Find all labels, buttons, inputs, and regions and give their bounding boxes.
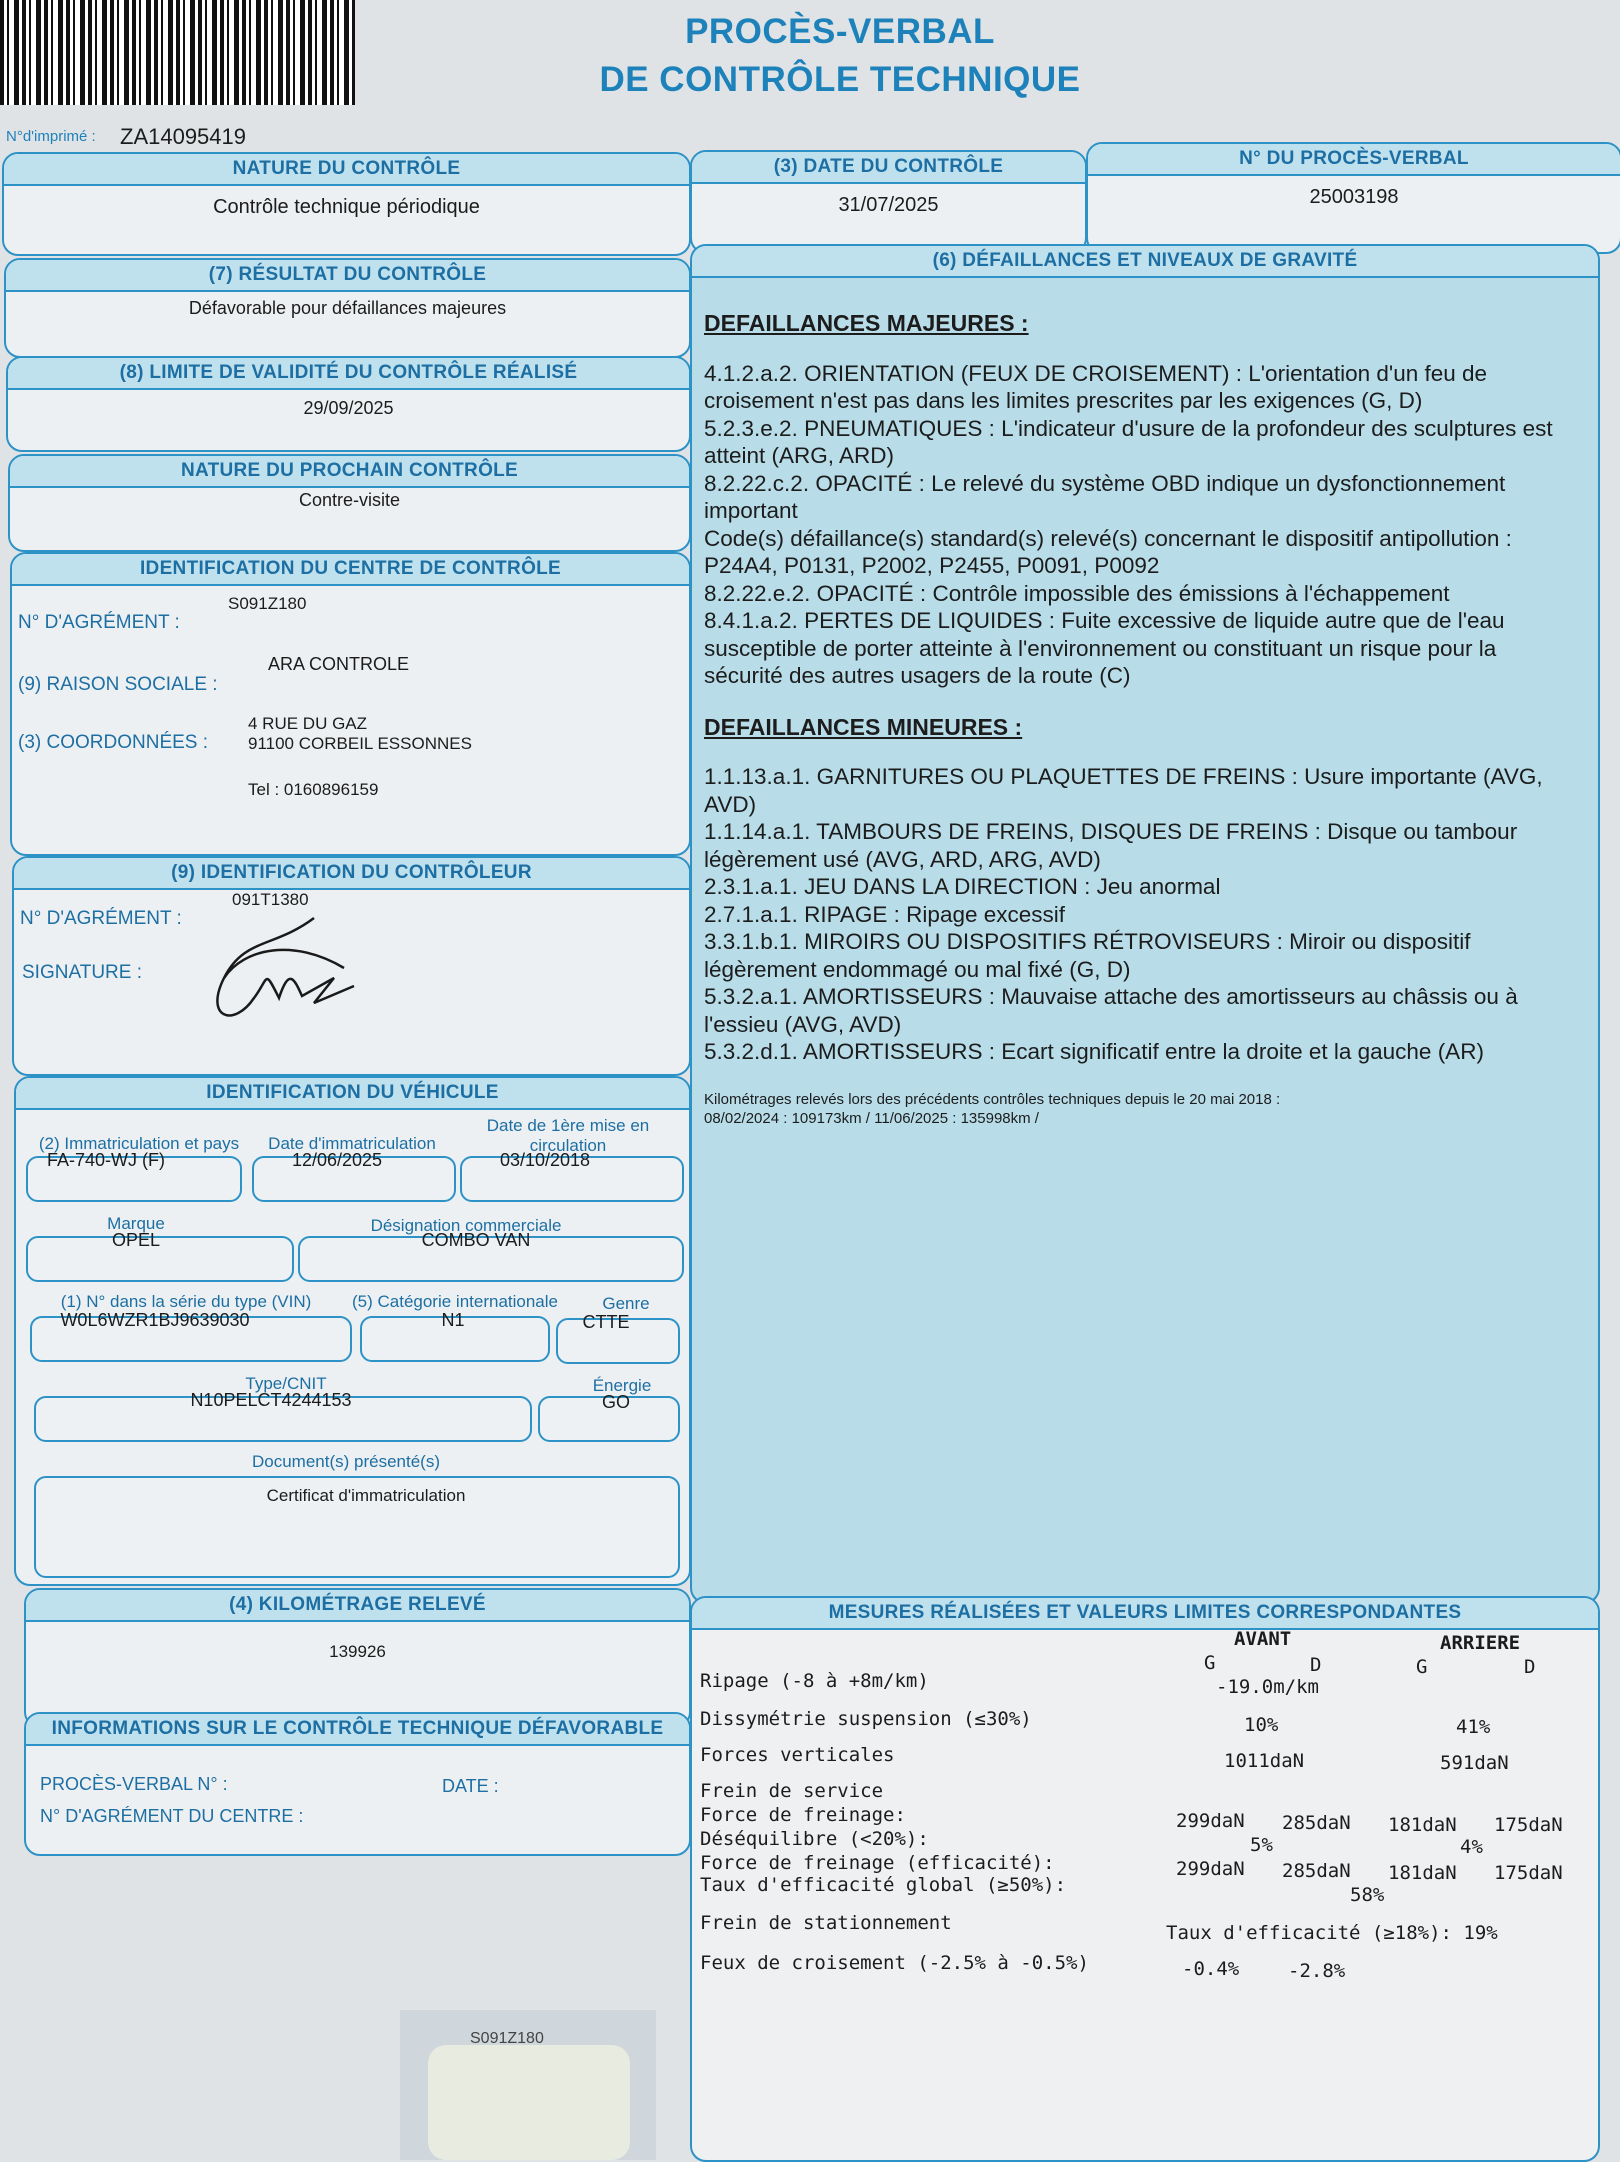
minor-item: 5.3.2.d.1. AMORTISSEURS : Ecart significatif entre la droite et la gauche (AR) [704,1039,1484,1064]
major-item: Code(s) défaillance(s) standard(s) relevé(s) concernant le dispositif antipollution : P24A4, P0131, P2002, P2455, P0091, P0092 [704,525,1512,578]
pv-box: N° DU PROCÈS-VERBAL 25003198 [1086,142,1620,254]
major-title: DEFAILLANCES MAJEURES : [704,310,1029,336]
date-box: (3) DATE DU CONTRÔLE 31/07/2025 [690,150,1087,254]
date-immat: 12/06/2025 [291,1150,383,1170]
validity-box: (8) LIMITE DE VALIDITÉ DU CONTRÔLE RÉALISÉ 29/09/2025 [6,356,691,452]
km-history-note: Kilométrages relevés lors des précédents contrôles techniques depuis le 20 mai 2018 : [704,1090,1281,1108]
km-box: (4) KILOMÉTRAGE RELEVÉ 139926 [24,1588,691,1728]
measures-box: MESURES RÉALISÉES ET VALEURS LIMITES CORRESPONDANTES [690,1596,1600,2162]
pv-number: 25003198 [1309,186,1399,208]
centre-address2: 91100 CORBEIL ESSONNES [248,734,472,753]
deseq-av: 5% [1250,1834,1273,1856]
stat-taux: Taux d'efficacité (≥18%): 19% [1166,1922,1498,1944]
nature-box [2,152,691,256]
minor-item: 5.3.2.a.1. AMORTISSEURS : Mauvaise attache des amortisseurs au châssis ou à l'essieu (AVG, AVD) [704,984,1518,1037]
taux-global: 58% [1350,1884,1385,1906]
type-cnit: N10PELCT4244153 [190,1390,352,1410]
stamp-text: S091Z180 [470,2030,544,2047]
print-number: ZA14095419 [120,124,246,149]
defects-text [704,310,1554,1128]
centre-address1: 4 RUE DU GAZ [248,714,368,733]
fv-ar: 591daN [1440,1752,1509,1774]
signature-icon [184,908,404,1038]
nature-value: Contrôle technique périodique [213,196,480,218]
next-control-value: Contre-visite [298,490,401,510]
major-item: 8.2.22.c.2. OPACITÉ : Le relevé du système OBD indique un dysfonctionnement important [704,470,1506,523]
km-history: 08/02/2024 : 109173km / 11/06/2025 : 135998km / [704,1109,1039,1127]
controleur-agrement: 091T1380 [232,890,309,909]
centre-tel: Tel : 0160896159 [248,780,379,799]
designation: COMBO VAN [421,1230,531,1250]
energie: GO [601,1392,630,1412]
immat: FA-740-WJ (F) [46,1150,165,1170]
print-number-label: N°d'imprimé : [6,128,96,145]
controleur-box: (9) IDENTIFICATION DU CONTRÔLEUR N° D'AGRÉMENT : 091T1380 SIGNATURE : [12,856,691,1076]
feux-g: -0.4% [1182,1958,1240,1980]
result-box: (7) RÉSULTAT DU CONTRÔLE Défavorable pour défaillances majeures [4,258,691,358]
vehicle-box: IDENTIFICATION DU VÉHICULE (2) Immatriculation et pays Date d'immatriculation Date de 1ère mise en circulation FA-740-WJ (F) 12/06/2025 03/10/2018 Marque Désignation commerciale OPEL COMBO VAN (1) N° dans la série du type (VIN) (5) Catégorie internationale Genre W0L6WZR1BJ9639030 N1 CTTE Type/CNIT Énergie N10PELCT4244153 GO Document(s) présenté(s) Certificat d'immatriculation [14,1076,691,1586]
stamp-sticker [428,2045,630,2160]
minor-item: 3.3.1.b.1. MIROIRS OU DISPOSITIFS RÉTROVISEURS : Miroir ou dispositif légèrement endommagé ou mal fixé (G, D) [704,929,1471,982]
km-value: 139926 [329,1642,386,1661]
first-circ: 03/10/2018 [499,1150,591,1170]
next-control-box: NATURE DU PROCHAIN CONTRÔLE Contre-visite [8,454,691,552]
ripage-value: -19.0m/km [1216,1676,1319,1698]
minor-item: 2.3.1.a.1. JEU DANS LA DIRECTION : Jeu anormal [704,874,1221,899]
marque: OPEL [111,1230,161,1250]
feux-d: -2.8% [1288,1960,1346,1982]
centre-name: ARA CONTROLE [268,654,410,674]
centre-agrement: S091Z180 [228,594,307,613]
genre: CTTE [582,1312,630,1332]
minor-item: 1.1.14.a.1. TAMBOURS DE FREINS, DISQUES DE FREINS : Disque ou tambour légèrement usé (AVG, ARD, ARG, AVD) [704,819,1518,872]
control-date: 31/07/2025 [838,194,939,216]
document-title: PROCÈS-VERBAL DE CONTRÔLE TECHNIQUE [599,12,1081,99]
defects-box: (6) DÉFAILLANCES ET NIVEAUX DE GRAVITÉ [690,244,1600,1604]
minor-item: 1.1.13.a.1. GARNITURES OU PLAQUETTES DE FREINS : Usure importante (AVG, AVD) [704,764,1543,817]
documents: Certificat d'immatriculation [266,1486,466,1505]
fv-av: 1011daN [1224,1750,1305,1772]
result-value: Défavorable pour défaillances majeures [188,298,507,318]
dissym-ar: 41% [1456,1716,1491,1738]
deseq-ar: 4% [1460,1836,1483,1858]
vin: W0L6WZR1BJ9639030 [60,1310,250,1330]
major-item: 8.2.22.e.2. OPACITÉ : Contrôle impossible des émissions à l'échappement [704,580,1450,606]
category: N1 [441,1310,465,1330]
major-item: 5.2.3.e.2. PNEUMATIQUES : L'indicateur d'usure de la profondeur des sculptures est atteint (ARG, ARD) [704,415,1553,468]
validity-date: 29/09/2025 [303,398,394,418]
major-item: 4.1.2.a.2. ORIENTATION (FEUX DE CROISEMENT) : L'orientation d'un feu de croisement n'est pas dans les limites prescrites par les exigences (G, D) [704,360,1488,413]
minor-item: 2.7.1.a.1. RIPAGE : Ripage excessif [704,901,1066,927]
minor-title: DEFAILLANCES MINEURES : [704,713,1023,740]
major-item: 8.4.1.a.2. PERTES DE LIQUIDES : Fuite excessive de liquide autre que de l'eau susceptible de porter atteinte à l'environnement ou constituant un risque pour la sécurité des autres usagers de la route (C) [704,608,1505,688]
centre-box: IDENTIFICATION DU CENTRE DE CONTRÔLE N° D'AGRÉMENT : S091Z180 (9) RAISON SOCIALE : ARA CONTROLE (3) COORDONNÉES : 4 RUE DU GAZ 91100 CORBEIL ESSONNES Tel : 0160896159 [10,552,691,856]
barcode [0,0,355,105]
dissym-av: 10% [1244,1714,1279,1736]
defav-box: INFORMATIONS SUR LE CONTRÔLE TECHNIQUE DÉFAVORABLE PROCÈS-VERBAL N° : DATE : N° D'AGRÉMENT DU CENTRE : [24,1712,691,1856]
nature-header: NATURE DU CONTRÔLE [4,154,689,186]
